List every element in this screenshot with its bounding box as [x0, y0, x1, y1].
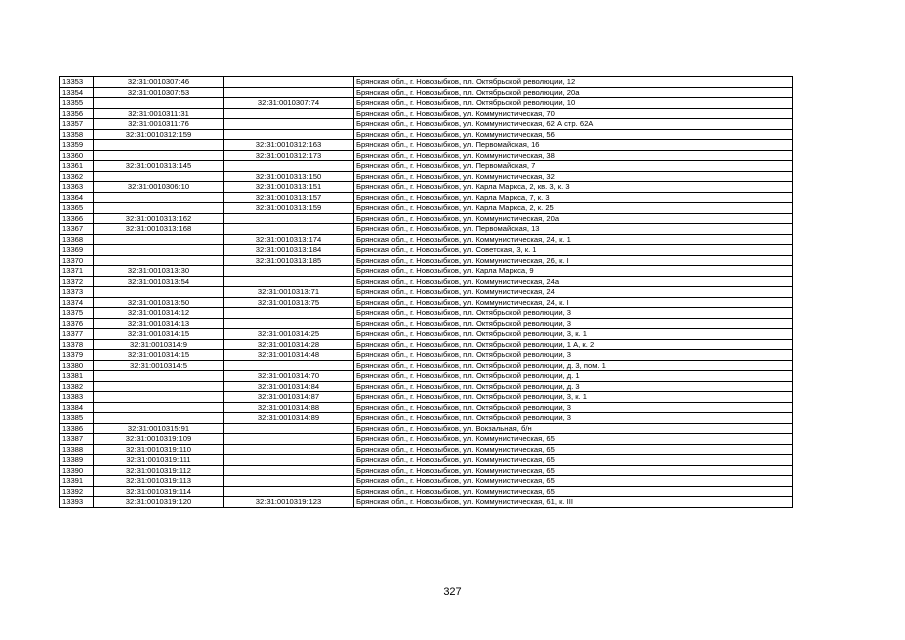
linked-cadastral-number-cell: 32:31:0010314:70: [224, 371, 354, 382]
table-row: [60, 108, 793, 119]
address-cell: Брянская обл., г. Новозыбков, ул. Коммунистическая, 24а: [354, 276, 793, 287]
row-number-cell: 13388: [60, 444, 94, 455]
row-number-cell: 13375: [60, 308, 94, 319]
table-row: [60, 444, 793, 455]
address-cell: Брянская обл., г. Новозыбков, ул. Карла Маркса, 2, кв. 3, к. 3: [354, 182, 793, 193]
linked-cadastral-number-cell: [224, 213, 354, 224]
row-number-cell: 13380: [60, 360, 94, 371]
cadastral-number-cell: 32:31:0010319:111: [94, 455, 224, 466]
cadastral-number-cell: [94, 287, 224, 298]
cadastral-number-cell: [94, 392, 224, 403]
cadastral-number-cell: 32:31:0010306:10: [94, 182, 224, 193]
row-number-cell: 13366: [60, 213, 94, 224]
linked-cadastral-number-cell: 32:31:0010314:87: [224, 392, 354, 403]
row-number-cell: 13362: [60, 171, 94, 182]
table-row: [60, 434, 793, 445]
row-number-cell: 13358: [60, 129, 94, 140]
row-number-cell: 13356: [60, 108, 94, 119]
table-row: [60, 339, 793, 350]
row-number-cell: 13392: [60, 486, 94, 497]
table-row: [60, 77, 793, 88]
cadastral-number-cell: 32:31:0010314:12: [94, 308, 224, 319]
table-row: [60, 476, 793, 487]
table-row: [60, 497, 793, 508]
address-cell: Брянская обл., г. Новозыбков, ул. Коммунистическая, 24, к. 1: [354, 234, 793, 245]
row-number-cell: 13357: [60, 119, 94, 130]
address-cell: Брянская обл., г. Новозыбков, ул. Коммунистическая, 65: [354, 476, 793, 487]
address-cell: Брянская обл., г. Новозыбков, ул. Коммунистическая, 65: [354, 465, 793, 476]
linked-cadastral-number-cell: 32:31:0010313:71: [224, 287, 354, 298]
cadastral-number-cell: 32:31:0010319:113: [94, 476, 224, 487]
cadastral-number-cell: 32:31:0010319:112: [94, 465, 224, 476]
linked-cadastral-number-cell: 32:31:0010312:173: [224, 150, 354, 161]
row-number-cell: 13360: [60, 150, 94, 161]
address-cell: Брянская обл., г. Новозыбков, ул. Коммунистическая, 65: [354, 455, 793, 466]
row-number-cell: 13386: [60, 423, 94, 434]
row-number-cell: 13353: [60, 77, 94, 88]
address-cell: Брянская обл., г. Новозыбков, пл. Октябрьской революции, 20а: [354, 87, 793, 98]
cadastral-number-cell: [94, 171, 224, 182]
address-cell: Брянская обл., г. Новозыбков, ул. Коммунистическая, 26, к. I: [354, 255, 793, 266]
linked-cadastral-number-cell: [224, 486, 354, 497]
linked-cadastral-number-cell: [224, 161, 354, 172]
row-number-cell: 13382: [60, 381, 94, 392]
row-number-cell: 13371: [60, 266, 94, 277]
cadastral-number-cell: [94, 98, 224, 109]
table-row: [60, 245, 793, 256]
row-number-cell: 13379: [60, 350, 94, 361]
cadastral-number-cell: [94, 402, 224, 413]
linked-cadastral-number-cell: [224, 308, 354, 319]
address-cell: Брянская обл., г. Новозыбков, пл. Октябрьской революции, д. 3: [354, 381, 793, 392]
cadastral-number-cell: 32:31:0010313:50: [94, 297, 224, 308]
table-row: [60, 329, 793, 340]
registry-table-body: [60, 77, 793, 508]
table-row: [60, 150, 793, 161]
table-row: [60, 140, 793, 151]
address-cell: Брянская обл., г. Новозыбков, пл. Октябрьской революции, д. 1: [354, 371, 793, 382]
address-cell: Брянская обл., г. Новозыбков, ул. Вокзальная, б/н: [354, 423, 793, 434]
row-number-cell: 13391: [60, 476, 94, 487]
address-cell: Брянская обл., г. Новозыбков, пл. Октябрьской революции, 3: [354, 350, 793, 361]
row-number-cell: 13387: [60, 434, 94, 445]
page-number: 327: [443, 586, 462, 598]
cadastral-number-cell: 32:31:0010319:120: [94, 497, 224, 508]
linked-cadastral-number-cell: 32:31:0010314:88: [224, 402, 354, 413]
address-cell: Брянская обл., г. Новозыбков, ул. Коммунистическая, 20а: [354, 213, 793, 224]
row-number-cell: 13377: [60, 329, 94, 340]
cadastral-number-cell: 32:31:0010314:13: [94, 318, 224, 329]
table-row: [60, 129, 793, 140]
row-number-cell: 13376: [60, 318, 94, 329]
linked-cadastral-number-cell: 32:31:0010314:84: [224, 381, 354, 392]
address-cell: Брянская обл., г. Новозыбков, ул. Коммунистическая, 65: [354, 434, 793, 445]
cadastral-number-cell: 32:31:0010315:91: [94, 423, 224, 434]
address-cell: Брянская обл., г. Новозыбков, ул. Карла Маркса, 2, к. 25: [354, 203, 793, 214]
row-number-cell: 13373: [60, 287, 94, 298]
address-cell: Брянская обл., г. Новозыбков, пл. Октябрьской революции, 3: [354, 318, 793, 329]
linked-cadastral-number-cell: 32:31:0010312:163: [224, 140, 354, 151]
linked-cadastral-number-cell: 32:31:0010307:74: [224, 98, 354, 109]
address-cell: Брянская обл., г. Новозыбков, ул. Коммунистическая, 70: [354, 108, 793, 119]
cadastral-number-cell: [94, 413, 224, 424]
cadastral-number-cell: [94, 150, 224, 161]
linked-cadastral-number-cell: 32:31:0010314:89: [224, 413, 354, 424]
cadastral-number-cell: 32:31:0010314:9: [94, 339, 224, 350]
address-cell: Брянская обл., г. Новозыбков, ул. Коммунистическая, 24, к. I: [354, 297, 793, 308]
table-row: [60, 182, 793, 193]
address-cell: Брянская обл., г. Новозыбков, пл. Октябрьской революции, д. 3, пом. 1: [354, 360, 793, 371]
linked-cadastral-number-cell: [224, 87, 354, 98]
cadastral-number-cell: [94, 381, 224, 392]
linked-cadastral-number-cell: 32:31:0010314:25: [224, 329, 354, 340]
row-number-cell: 13390: [60, 465, 94, 476]
linked-cadastral-number-cell: 32:31:0010313:157: [224, 192, 354, 203]
linked-cadastral-number-cell: 32:31:0010319:123: [224, 497, 354, 508]
table-row: [60, 171, 793, 182]
linked-cadastral-number-cell: 32:31:0010314:48: [224, 350, 354, 361]
table-row: [60, 381, 793, 392]
row-number-cell: 13374: [60, 297, 94, 308]
cadastral-number-cell: 32:31:0010313:54: [94, 276, 224, 287]
registry-table: [59, 76, 793, 508]
table-row: [60, 392, 793, 403]
table-row: [60, 213, 793, 224]
address-cell: Брянская обл., г. Новозыбков, ул. Первомайская, 7: [354, 161, 793, 172]
address-cell: Брянская обл., г. Новозыбков, пл. Октябрьской революции, 3, к. 1: [354, 392, 793, 403]
linked-cadastral-number-cell: [224, 434, 354, 445]
linked-cadastral-number-cell: [224, 465, 354, 476]
table-row: [60, 98, 793, 109]
row-number-cell: 13385: [60, 413, 94, 424]
linked-cadastral-number-cell: 32:31:0010314:28: [224, 339, 354, 350]
address-cell: Брянская обл., г. Новозыбков, пл. Октябрьской революции, 3: [354, 402, 793, 413]
linked-cadastral-number-cell: 32:31:0010313:174: [224, 234, 354, 245]
linked-cadastral-number-cell: 32:31:0010313:151: [224, 182, 354, 193]
linked-cadastral-number-cell: 32:31:0010313:75: [224, 297, 354, 308]
linked-cadastral-number-cell: 32:31:0010313:185: [224, 255, 354, 266]
row-number-cell: 13378: [60, 339, 94, 350]
row-number-cell: 13355: [60, 98, 94, 109]
linked-cadastral-number-cell: 32:31:0010313:184: [224, 245, 354, 256]
table-row: [60, 413, 793, 424]
address-cell: Брянская обл., г. Новозыбков, ул. Карла Маркса, 7, к. 3: [354, 192, 793, 203]
table-row: [60, 266, 793, 277]
address-cell: Брянская обл., г. Новозыбков, пл. Октябрьской революции, 10: [354, 98, 793, 109]
linked-cadastral-number-cell: 32:31:0010313:159: [224, 203, 354, 214]
address-cell: Брянская обл., г. Новозыбков, пл. Октябрьской революции, 3, к. 1: [354, 329, 793, 340]
table-row: [60, 87, 793, 98]
table-row: [60, 119, 793, 130]
table-row: [60, 486, 793, 497]
linked-cadastral-number-cell: 32:31:0010313:150: [224, 171, 354, 182]
row-number-cell: 13370: [60, 255, 94, 266]
linked-cadastral-number-cell: [224, 224, 354, 235]
address-cell: Брянская обл., г. Новозыбков, ул. Коммунистическая, 65: [354, 486, 793, 497]
table-row: [60, 234, 793, 245]
row-number-cell: 13354: [60, 87, 94, 98]
linked-cadastral-number-cell: [224, 444, 354, 455]
cadastral-number-cell: 32:31:0010313:145: [94, 161, 224, 172]
table-row: [60, 161, 793, 172]
address-cell: Брянская обл., г. Новозыбков, пл. Октябрьской революции, 3: [354, 413, 793, 424]
table-row: [60, 360, 793, 371]
cadastral-number-cell: 32:31:0010314:5: [94, 360, 224, 371]
cadastral-number-cell: 32:31:0010313:30: [94, 266, 224, 277]
table-row: [60, 276, 793, 287]
cadastral-number-cell: 32:31:0010307:53: [94, 87, 224, 98]
address-cell: Брянская обл., г. Новозыбков, пл. Октябрьской революции, 12: [354, 77, 793, 88]
table-row: [60, 318, 793, 329]
linked-cadastral-number-cell: [224, 108, 354, 119]
table-row: [60, 350, 793, 361]
address-cell: Брянская обл., г. Новозыбков, ул. Советская, 3, к. 1: [354, 245, 793, 256]
address-cell: Брянская обл., г. Новозыбков, пл. Октябрьской революции, 3: [354, 308, 793, 319]
cadastral-number-cell: 32:31:0010319:109: [94, 434, 224, 445]
table-row: [60, 308, 793, 319]
linked-cadastral-number-cell: [224, 266, 354, 277]
row-number-cell: 13367: [60, 224, 94, 235]
row-number-cell: 13383: [60, 392, 94, 403]
cadastral-number-cell: [94, 192, 224, 203]
table-row: [60, 203, 793, 214]
cadastral-number-cell: 32:31:0010319:110: [94, 444, 224, 455]
cadastral-number-cell: 32:31:0010319:114: [94, 486, 224, 497]
linked-cadastral-number-cell: [224, 119, 354, 130]
cadastral-number-cell: [94, 371, 224, 382]
linked-cadastral-number-cell: [224, 77, 354, 88]
cadastral-number-cell: 32:31:0010313:162: [94, 213, 224, 224]
table-row: [60, 455, 793, 466]
address-cell: Брянская обл., г. Новозыбков, ул. Коммунистическая, 32: [354, 171, 793, 182]
address-cell: Брянская обл., г. Новозыбков, ул. Первомайская, 16: [354, 140, 793, 151]
row-number-cell: 13372: [60, 276, 94, 287]
cadastral-number-cell: 32:31:0010314:15: [94, 329, 224, 340]
table-row: [60, 255, 793, 266]
address-cell: Брянская обл., г. Новозыбков, ул. Первомайская, 13: [354, 224, 793, 235]
row-number-cell: 13365: [60, 203, 94, 214]
address-cell: Брянская обл., г. Новозыбков, ул. Коммунистическая, 24: [354, 287, 793, 298]
cadastral-number-cell: [94, 255, 224, 266]
table-row: [60, 423, 793, 434]
table-row: [60, 224, 793, 235]
address-cell: Брянская обл., г. Новозыбков, ул. Коммунистическая, 38: [354, 150, 793, 161]
table-row: [60, 287, 793, 298]
table-row: [60, 192, 793, 203]
table-row: [60, 402, 793, 413]
linked-cadastral-number-cell: [224, 360, 354, 371]
row-number-cell: 13363: [60, 182, 94, 193]
address-cell: Брянская обл., г. Новозыбков, ул. Коммунистическая, 65: [354, 444, 793, 455]
row-number-cell: 13359: [60, 140, 94, 151]
linked-cadastral-number-cell: [224, 423, 354, 434]
address-cell: Брянская обл., г. Новозыбков, пл. Октябрьской революции, 1 А, к. 2: [354, 339, 793, 350]
cadastral-number-cell: [94, 245, 224, 256]
row-number-cell: 13384: [60, 402, 94, 413]
cadastral-number-cell: 32:31:0010312:159: [94, 129, 224, 140]
cadastral-number-cell: 32:31:0010313:168: [94, 224, 224, 235]
address-cell: Брянская обл., г. Новозыбков, ул. Коммунистическая, 61, к. III: [354, 497, 793, 508]
row-number-cell: 13381: [60, 371, 94, 382]
address-cell: Брянская обл., г. Новозыбков, ул. Карла Маркса, 9: [354, 266, 793, 277]
cadastral-number-cell: 32:31:0010311:76: [94, 119, 224, 130]
cadastral-number-cell: [94, 234, 224, 245]
address-cell: Брянская обл., г. Новозыбков, ул. Коммунистическая, 62 А стр. 62А: [354, 119, 793, 130]
table-row: [60, 465, 793, 476]
address-cell: Брянская обл., г. Новозыбков, ул. Коммунистическая, 56: [354, 129, 793, 140]
linked-cadastral-number-cell: [224, 318, 354, 329]
cadastral-number-cell: 32:31:0010314:15: [94, 350, 224, 361]
row-number-cell: 13369: [60, 245, 94, 256]
table-row: [60, 297, 793, 308]
linked-cadastral-number-cell: [224, 276, 354, 287]
linked-cadastral-number-cell: [224, 455, 354, 466]
row-number-cell: 13364: [60, 192, 94, 203]
cadastral-number-cell: 32:31:0010311:31: [94, 108, 224, 119]
row-number-cell: 13368: [60, 234, 94, 245]
cadastral-number-cell: [94, 140, 224, 151]
linked-cadastral-number-cell: [224, 129, 354, 140]
linked-cadastral-number-cell: [224, 476, 354, 487]
row-number-cell: 13389: [60, 455, 94, 466]
cadastral-number-cell: [94, 203, 224, 214]
cadastral-number-cell: 32:31:0010307:46: [94, 77, 224, 88]
row-number-cell: 13361: [60, 161, 94, 172]
row-number-cell: 13393: [60, 497, 94, 508]
table-row: [60, 371, 793, 382]
